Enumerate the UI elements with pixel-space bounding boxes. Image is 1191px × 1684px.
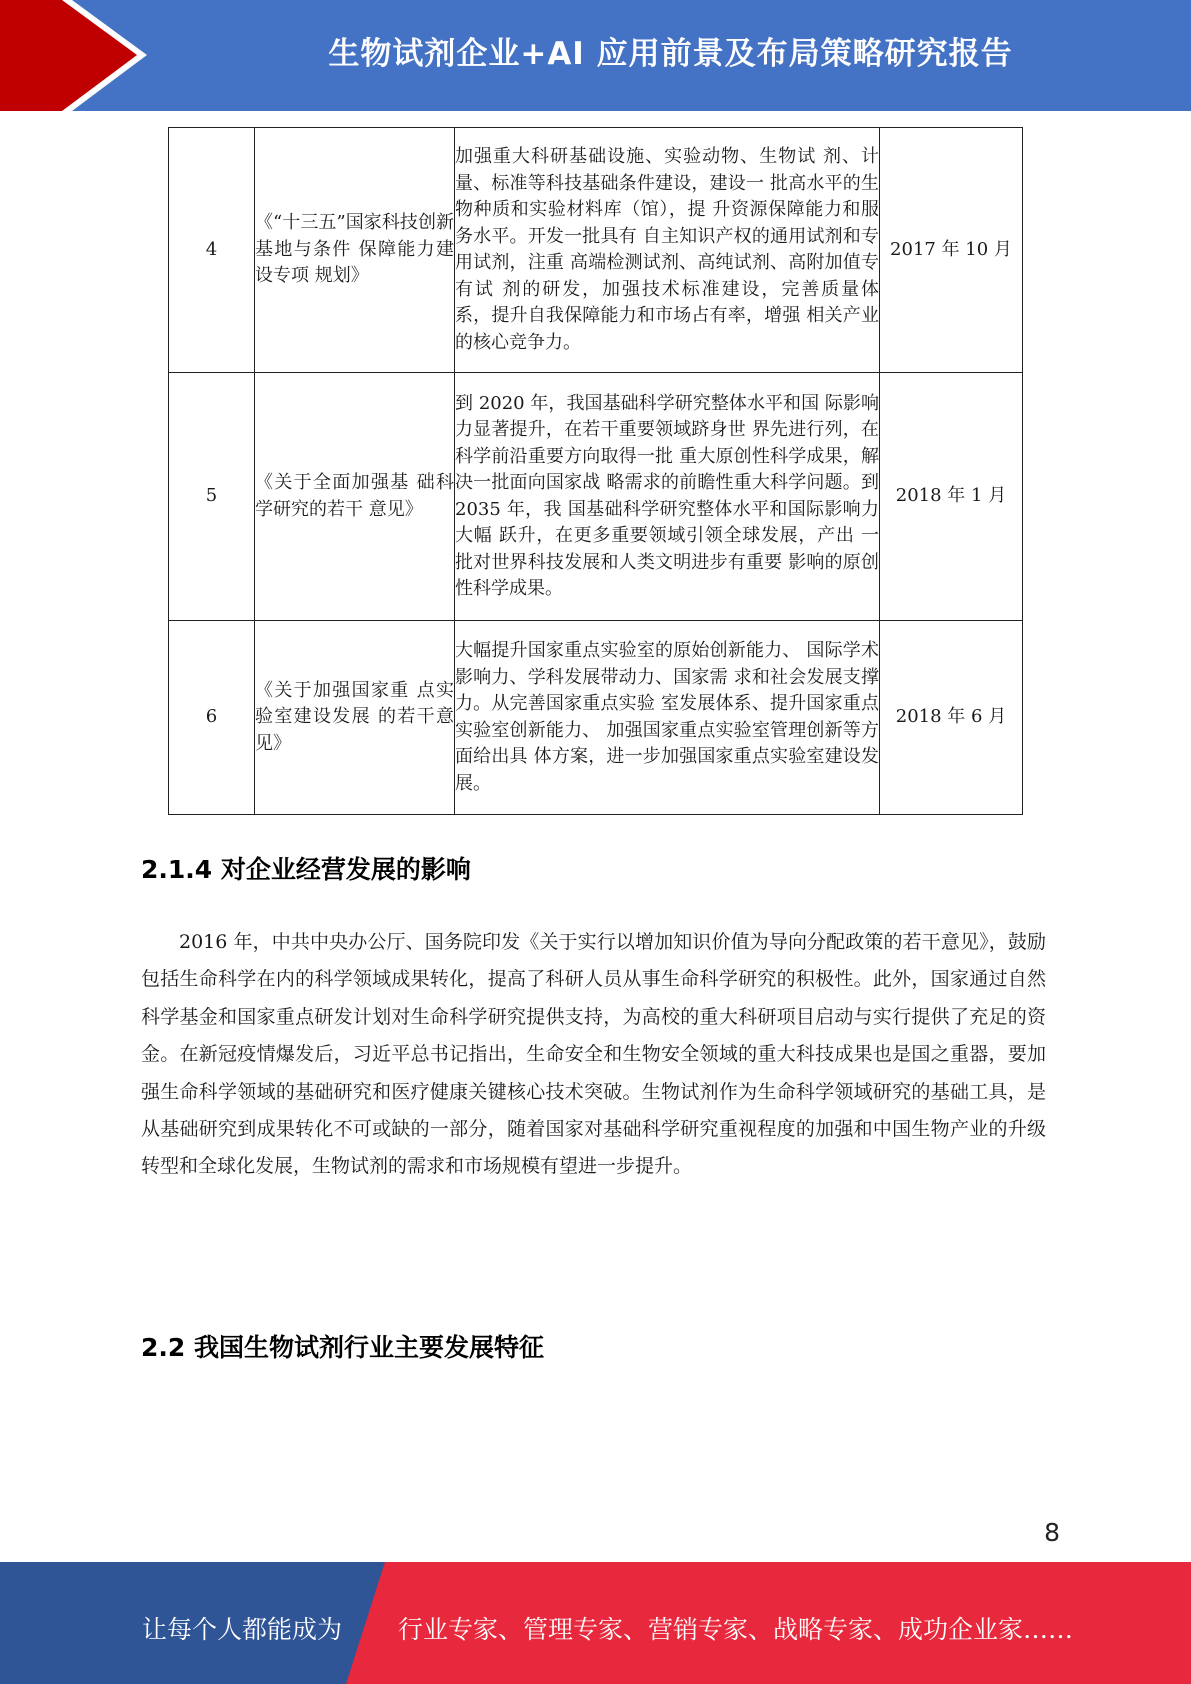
footer-slogan-right: 行业专家、管理专家、营销专家、战略专家、成功企业家…… xyxy=(398,1615,1074,1644)
policy-title: 《关于加强国家重 点实验室建设发展 的若干意见》 xyxy=(255,621,455,815)
page-header xyxy=(0,0,1191,111)
policy-content: 到 2020 年，我国基础科学研究整体水平和国 际影响力显著提升，在若干重要领域跻身世 界先进行列，在科学前沿重要方向取得一批 重大原创性科学成果，解决一批面向国家战 略需求的前瞻性重大科学问题。到 2035 年，我 国基础科学研究整体水平和国际影响力大幅 跃升，在更多重要领域引领全球发展，产出 一批对世界科技发展和人类文明进步有重要 影响的原创性科学成果。 xyxy=(455,373,880,621)
footer-slogan-left: 让每个人都能成为 xyxy=(142,1615,343,1644)
policy-date: 2018 年 6 月 xyxy=(880,621,1023,815)
policy-content: 大幅提升国家重点实验室的原始创新能力、 国际学术影响力、学科发展带动力、国家需 求和社会发展支撑力。从完善国家重点实验 室发展体系、提升国家重点实验室创新能力、 加强国家重点实验室管理创新等方面给出具 体方案，进一步加强国家重点实验室建设发 展。 xyxy=(455,621,880,815)
table-row xyxy=(169,128,1023,373)
page-footer xyxy=(0,1562,1191,1684)
policy-title: 《关于全面加强基 础科学研究的若干 意见》 xyxy=(255,373,455,621)
row-number: 5 xyxy=(169,373,255,621)
policy-title: 《“十三五”国家科技创新基地与条件 保障能力建设专项 规划》 xyxy=(255,128,455,373)
row-number: 4 xyxy=(169,128,255,373)
row-number: 6 xyxy=(169,621,255,815)
policy-date: 2018 年 1 月 xyxy=(880,373,1023,621)
page-number: 8 xyxy=(1044,1518,1060,1547)
section-heading-2-1-4: 2.1.4 对企业经营发展的影响 xyxy=(141,855,471,884)
report-title: 生物试剂企业+AI 应用前景及布局策略研究报告 xyxy=(328,35,1013,72)
policy-table xyxy=(168,127,1023,815)
policy-content: 加强重大科研基础设施、实验动物、生物试 剂、计量、标准等科技基础条件建设，建设一 批高水平的生物种质和实验材料库（馆），提 升资源保障能力和服务水平。开发一批具有 自主知识产权的通用试剂和专用试剂，注重 高端检测试剂、高纯试剂、高附加值专有试 剂的研发，加强技术标准建设，完善质量体 系，提升自我保障能力和市场占有率，增强 相关产业的核心竞争力。 xyxy=(455,128,880,373)
table-row xyxy=(169,373,1023,621)
policy-date: 2017 年 10 月 xyxy=(880,128,1023,373)
section-heading-2-2: 2.2 我国生物试剂行业主要发展特征 xyxy=(141,1333,544,1362)
body-paragraph: 2016 年，中共中央办公厅、国务院印发《关于实行以增加知识价值为导向分配政策的若干意见》，鼓励包括生命科学在内的科学领域成果转化，提高了科研人员从事生命科学研究的积极性。此外，国家通过自然科学基金和国家重点研发计划对生命科学研究提供支持，为高校的重大科研项目启动与实行提供了充足的资金。在新冠疫情爆发后，习近平总书记指出，生命安全和生物安全领域的重大科技成果也是国之重器，要加强生命科学领域的基础研究和医疗健康关键核心技术突破。生物试剂作为生命科学领域研究的基础工具，是从基础研究到成果转化不可或缺的一部分，随着国家对基础科学研究重视程度的加强和中国生物产业的升级转型和全球化发展，生物试剂的需求和市场规模有望进一步提升。 xyxy=(141,931,1046,1178)
table-row xyxy=(169,621,1023,815)
